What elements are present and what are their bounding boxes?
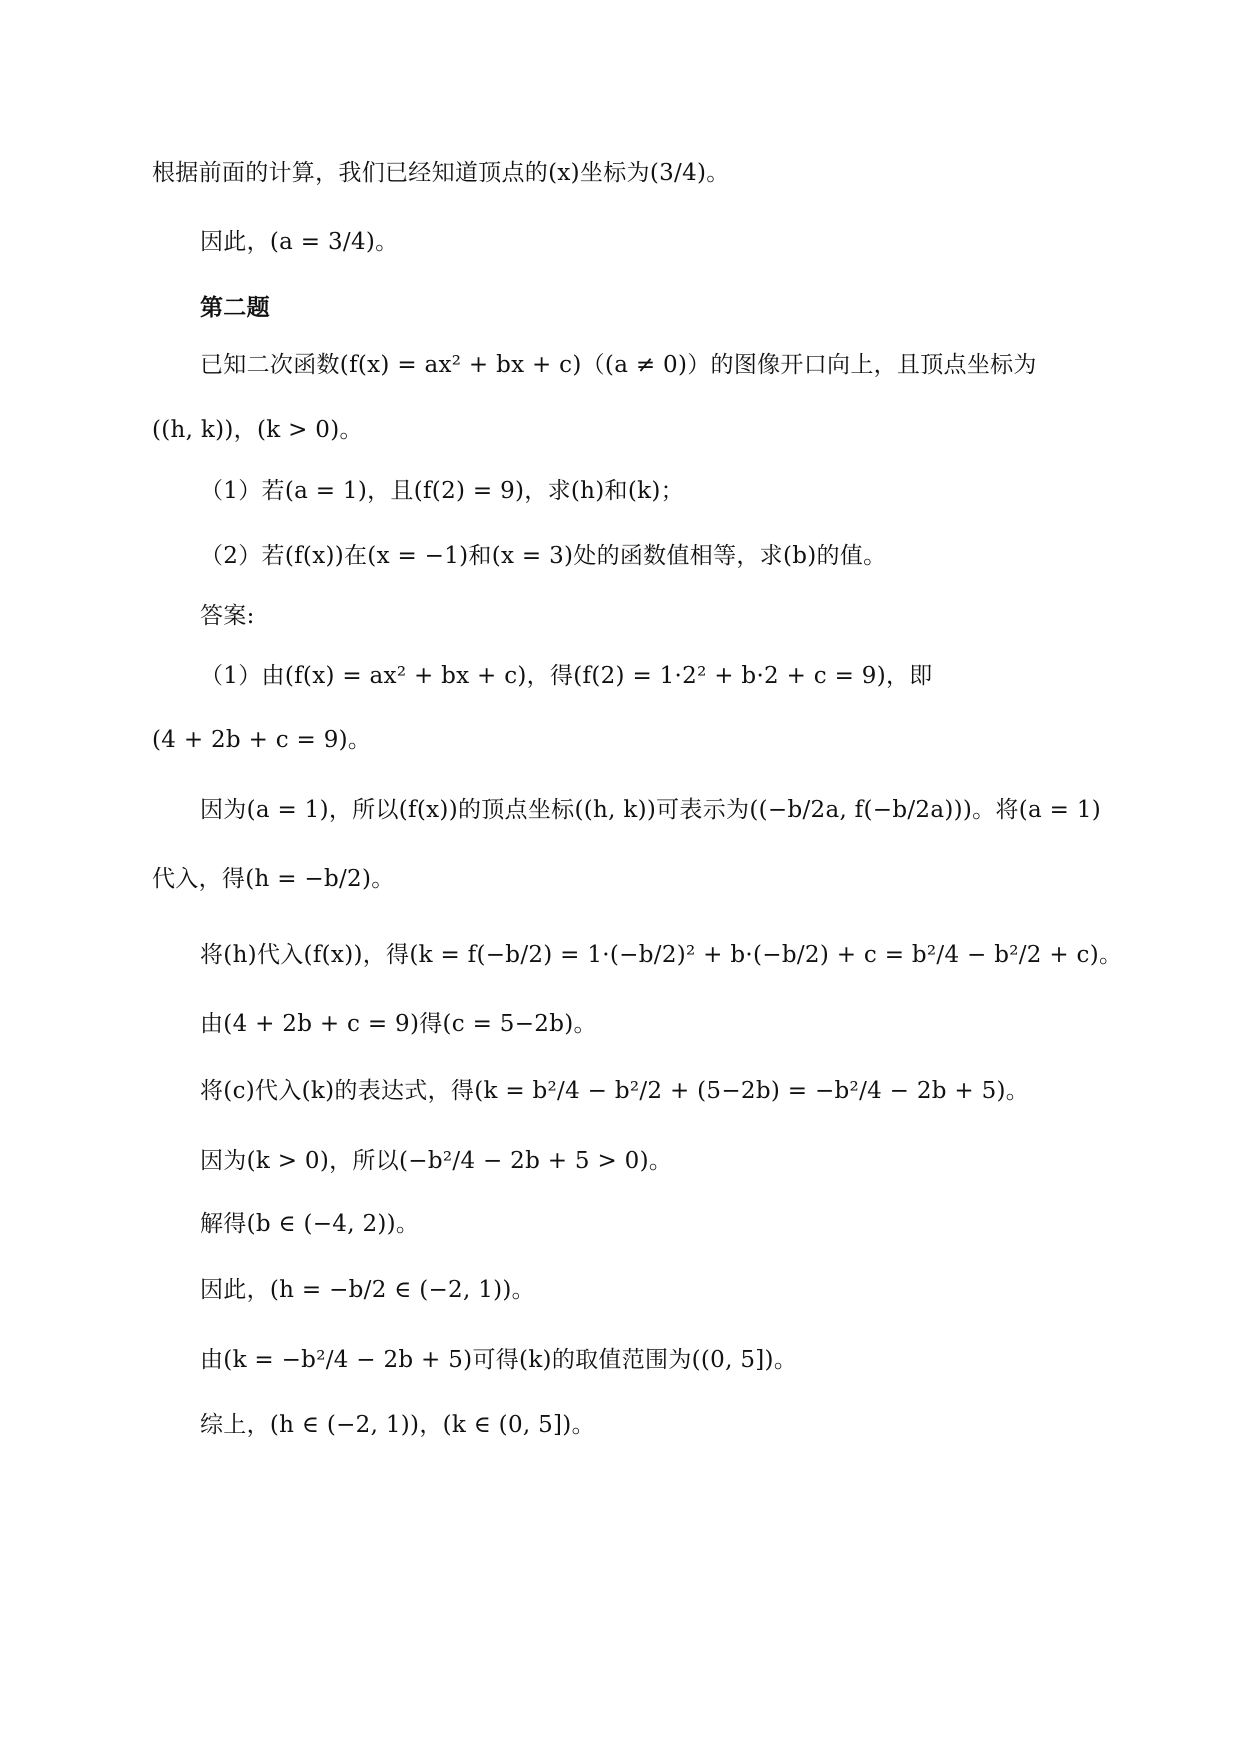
- section-heading: 第二题: [200, 294, 270, 321]
- problem-statement-line-2: ((h, k))，(k > 0)。: [152, 417, 363, 443]
- answer-line-10: 因此，(h = −b/2 ∈ (−2, 1))。: [200, 1277, 535, 1303]
- answer-summary: 综上，(h ∈ (−2, 1))，(k ∈ (0, 5])。: [200, 1412, 595, 1438]
- answer-line-6: 由(4 + 2b + c = 9)得(c = 5−2b)。: [200, 1011, 597, 1037]
- paragraph-vertex-x: 根据前面的计算，我们已经知道顶点的(x)坐标为(3/4)。: [152, 160, 730, 186]
- answer-line-8: 因为(k > 0)，所以(−b²/4 − 2b + 5 > 0)。: [200, 1148, 673, 1174]
- answer-line-2: (4 + 2b + c = 9)。: [152, 727, 372, 753]
- answer-line-3: 因为(a = 1)，所以(f(x))的顶点坐标((h, k))可表示为((−b/2a, f(−b/2a)))。将(a = 1): [200, 797, 1102, 823]
- problem-statement-line-1: 已知二次函数(f(x) = ax² + bx + c)（(a ≠ 0)）的图像开口向上，且顶点坐标为: [200, 352, 1037, 378]
- answer-line-11: 由(k = −b²/4 − 2b + 5)可得(k)的取值范围为((0, 5])。: [200, 1347, 798, 1373]
- answer-line-4: 代入，得(h = −b/2)。: [152, 866, 395, 892]
- question-1: （1）若(a = 1)，且(f(2) = 9)，求(h)和(k)；: [200, 478, 684, 504]
- question-2: （2）若(f(x))在(x = −1)和(x = 3)处的函数值相等，求(b)的值。: [200, 543, 887, 569]
- paragraph-conclusion-a: 因此，(a = 3/4)。: [200, 229, 399, 255]
- answer-heading: 答案:: [200, 603, 255, 629]
- answer-line-1: （1）由(f(x) = ax² + bx + c)，得(f(2) = 1·2² + b·2 + c = 9)，即: [200, 663, 933, 689]
- answer-line-9: 解得(b ∈ (−4, 2))。: [200, 1211, 420, 1237]
- answer-line-5: 将(h)代入(f(x))，得(k = f(−b/2) = 1·(−b/2)² + b·(−b/2) + c = b²/4 − b²/2 + c)。: [200, 942, 1123, 968]
- answer-line-7: 将(c)代入(k)的表达式，得(k = b²/4 − b²/2 + (5−2b) = −b²/4 − 2b + 5)。: [200, 1078, 1030, 1104]
